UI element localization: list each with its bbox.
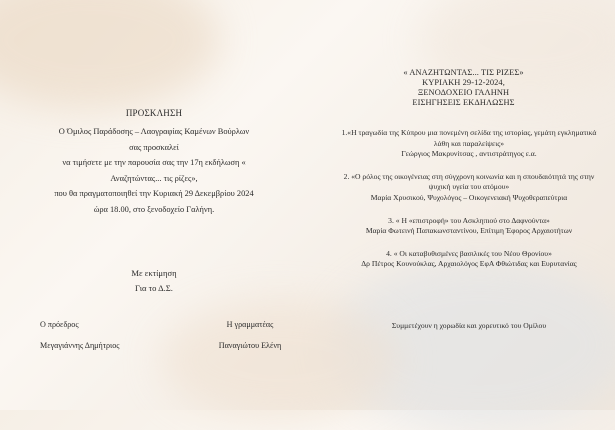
secretary-name: Παναγιώτου Ελένη [218, 341, 282, 350]
talk-topic: 4. « Οι καταβυθισμένες βασιλικές του Νέου Θρονίου» [386, 248, 552, 258]
invitation-body [0, 124, 308, 217]
secretary-title: Η γραμματέας [226, 320, 274, 329]
invitation-line: Αναζητώντας... τις ρίζες», [110, 173, 198, 183]
invitation-line: Ο Όμιλος Παράδοσης – Λαογραφίας Καμένων Βούρλων [58, 127, 250, 136]
invitation-panel [0, 0, 308, 410]
closing-note: Συμμετέχουν η χορωδία και χορευτικό του Ομίλου [391, 321, 547, 330]
event-subtitle: ΕΙΣΗΓΗΣΕΙΣ ΕΚΔΗΛΩΣΗΣ [412, 98, 515, 107]
president-name: Μεγαγιάννης Δημήτριος [40, 341, 120, 350]
president-signature [40, 314, 160, 356]
talk-topic: 2. «Ο ρόλος της οικογένειας στη σύγχρονη κοινωνία και η σπουδαιότητά της στην ψυχική υγεία του ατόμου» [343, 171, 595, 192]
invitation-line: να τιμήσετε με την παρουσία σας την 17η εκδήλωση « [62, 158, 246, 167]
talk-topic: 1.«Η τραγωδία της Κύπρου μια πονεμένη σελίδα της ιστορίας, γεμάτη εγκληματικά λάθη και παραλείψεις» [341, 128, 597, 148]
speaker-item [334, 128, 604, 160]
greeting-line: Για το Δ.Σ. [135, 283, 173, 293]
invitation-title: ΠΡΟΣΚΛΗΣΗ [125, 108, 183, 118]
event-title: « ΑΝΑΖΗΤΩΝΤΑΣ... ΤΙΣ ΡΙΖΕΣ» [403, 68, 524, 77]
speaker-name: Μαρία Χρυσικού, Ψυχολόγος – Οικογενειακή Ψυχοθεραπεύτρια [370, 192, 568, 202]
program-panel [312, 0, 615, 410]
speaker-item [334, 249, 604, 270]
invitation-line: σας προσκαλεί [129, 142, 179, 152]
talk-topic: 3. « Η «επιστροφή» του Ασκληπιού στο Δαφνούντα» [388, 215, 550, 225]
event-venue: ΞΕΝΟΔΟΧΕΙΟ ΓΑΛΗΝΗ [417, 88, 510, 97]
speaker-name: Δρ Πέτρος Κουνούκλας, Αρχαιολόγος ΕφΑ Φθιώτιδας και Ευρυτανίας [361, 259, 577, 269]
invitation-line: ώρα 18.00, στο ξενοδοχείο Γαλήνη. [93, 204, 215, 214]
event-date: ΚΥΡΙΑΚΗ 29-12-2024, [422, 78, 505, 87]
greeting-block [0, 266, 308, 296]
president-title: Ο πρόεδρος [40, 320, 79, 329]
greeting-line: Με εκτίμηση [131, 268, 177, 278]
event-header [312, 68, 615, 108]
speaker-list [334, 128, 604, 282]
speaker-name: Μαρία Φωτεινή Παπακωνσταντίνου, Επίτιμη Έφορος Αρχαιοτήτων [365, 226, 573, 236]
invitation-line: που θα πραγματοποιηθεί την Κυριακή 29 Δεκεμβρίου 2024 [54, 189, 254, 198]
speaker-item [334, 172, 604, 204]
speaker-name: Γεώργιος Μακρυνίτσας , αντιστράτηγος ε.α. [401, 149, 537, 159]
speaker-item [334, 216, 604, 237]
secretary-signature [190, 314, 310, 356]
